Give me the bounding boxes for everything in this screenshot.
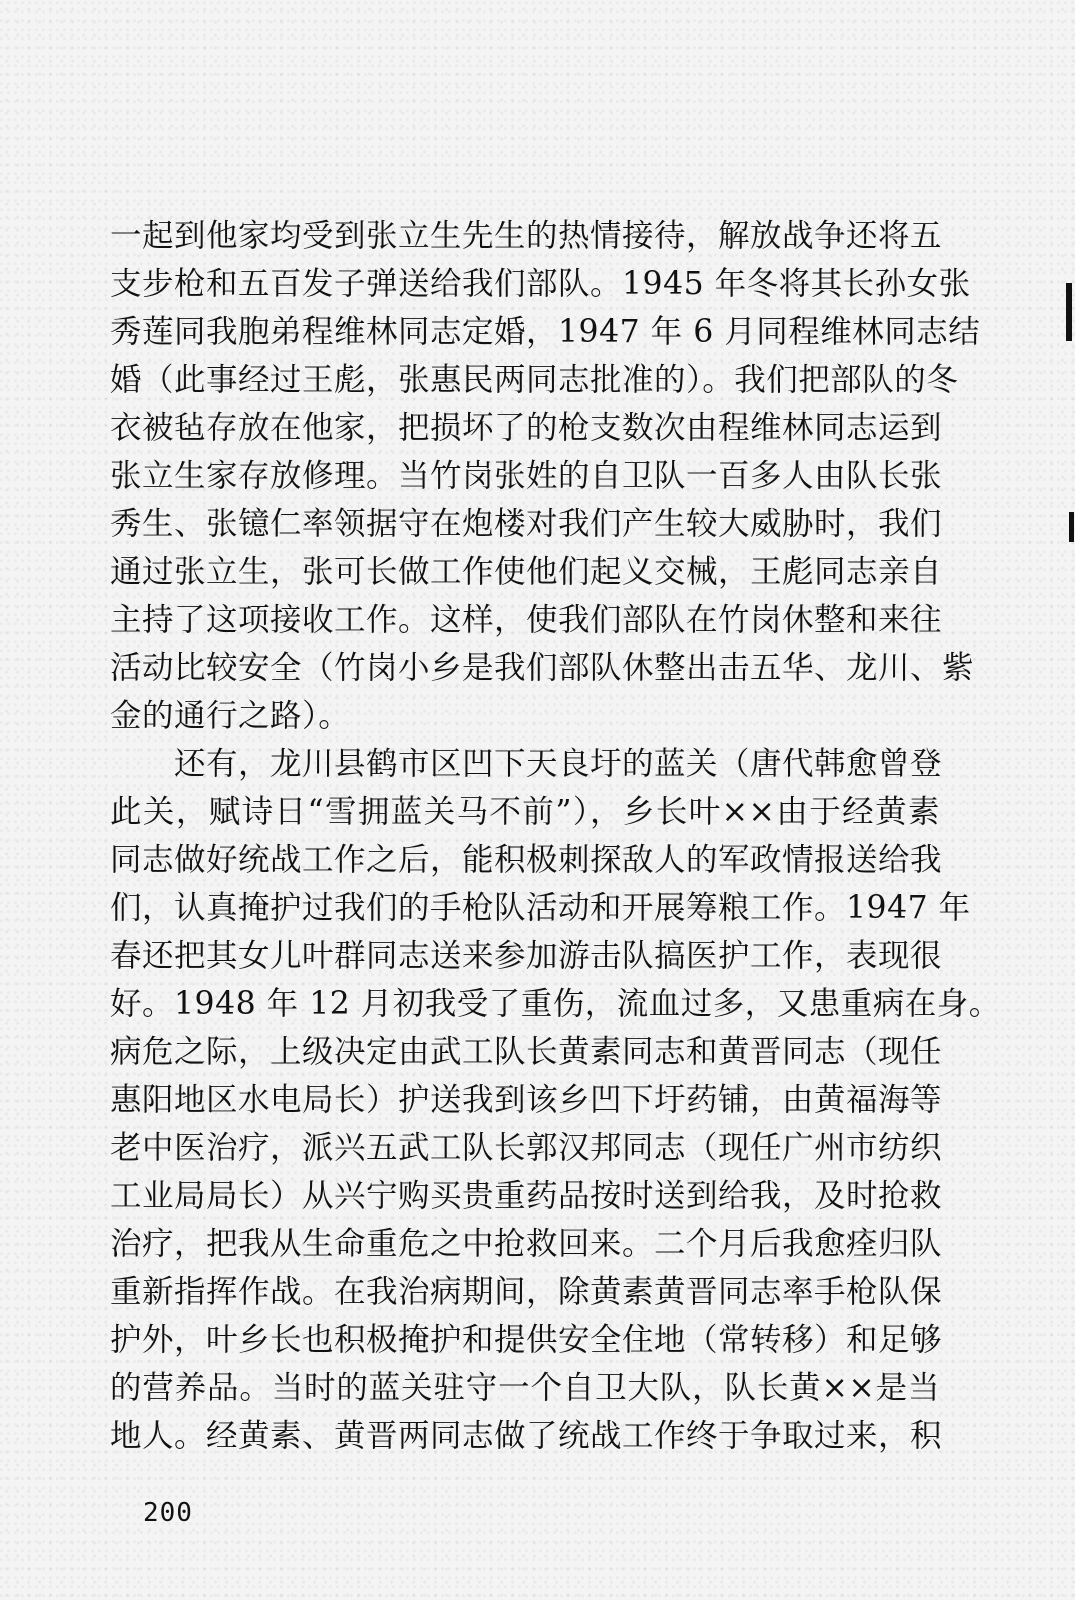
page-number: 200 <box>143 1498 193 1528</box>
text-line: 张立生家存放修理。当竹岗张姓的自卫队一百多人由队长张 <box>110 458 943 494</box>
text-line: 金的通行之路）。 <box>110 698 351 734</box>
text-line: 老中医治疗，派兴五武工队长郭汉邦同志（现任广州市纺织 <box>110 1130 943 1166</box>
text-line: 惠阳地区水电局长）护送我到该乡凹下圩药铺，由黄福海等 <box>110 1082 943 1118</box>
text-line: 的营养品。当时的蓝关驻守一个自卫大队，队长黄××是当 <box>110 1370 940 1406</box>
text-line: 主持了这项接收工作。这样，使我们部队在竹岗休整和来往 <box>110 602 943 638</box>
text-line: 通过张立生，张可长做工作使他们起义交械，王彪同志亲自 <box>110 554 943 590</box>
text-line: 还有，龙川县鹤市区凹下天良圩的蓝关（唐代韩愈曾登 <box>174 746 943 782</box>
text-line: 护外，叶乡长也积极掩护和提供安全住地（常转移）和足够 <box>110 1322 943 1358</box>
text-line: 治疗，把我从生命重危之中抢救回来。二个月后我愈痊归队 <box>110 1226 943 1262</box>
text-line: 同志做好统战工作之后，能积极刺探敌人的军政情报送给我 <box>110 842 943 878</box>
text-line: 地人。经黄素、黄晋两同志做了统战工作终于争取过来，积 <box>110 1418 943 1454</box>
scan-edge-mark <box>1069 512 1074 542</box>
body-text <box>110 212 1001 1460</box>
text-line: 们，认真掩护过我们的手枪队活动和开展筹粮工作。1947 年 <box>110 890 971 926</box>
text-line: 此关，赋诗日“雪拥蓝关马不前”），乡长叶××由于经黄素 <box>110 794 940 830</box>
text-line: 工业局局长）从兴宁购买贵重药品按时送到给我，及时抢救 <box>110 1178 943 1214</box>
text-line: 病危之际，上级决定由武工队长黄素同志和黄晋同志（现任 <box>110 1034 943 1070</box>
text-line: 春还把其女儿叶群同志送来参加游击队搞医护工作，表现很 <box>110 938 943 974</box>
text-line: 一起到他家均受到张立生先生的热情接待，解放战争还将五 <box>110 218 943 254</box>
scan-edge-mark <box>1066 283 1072 341</box>
text-line: 秀莲同我胞弟程维林同志定婚，1947 年 6 月同程维林同志结 <box>110 314 981 350</box>
text-line: 婚（此事经过王彪，张惠民两同志批准的）。我们把部队的冬 <box>110 362 959 398</box>
text-line: 重新指挥作战。在我治病期间，除黄素黄晋同志率手枪队保 <box>110 1274 943 1310</box>
text-line: 活动比较安全（竹岗小乡是我们部队休整出击五华、龙川、紫 <box>110 650 975 686</box>
text-line: 支步枪和五百发子弹送给我们部队。1945 年冬将其长孙女张 <box>110 266 971 302</box>
text-line: 秀生、张镱仁率领据守在炮楼对我们产生较大威胁时，我们 <box>110 506 943 542</box>
text-line: 衣被毡存放在他家，把损坏了的枪支数次由程维林同志运到 <box>110 410 943 446</box>
text-line: 好。1948 年 12 月初我受了重伤，流血过多，又患重病在身。 <box>110 986 1001 1022</box>
